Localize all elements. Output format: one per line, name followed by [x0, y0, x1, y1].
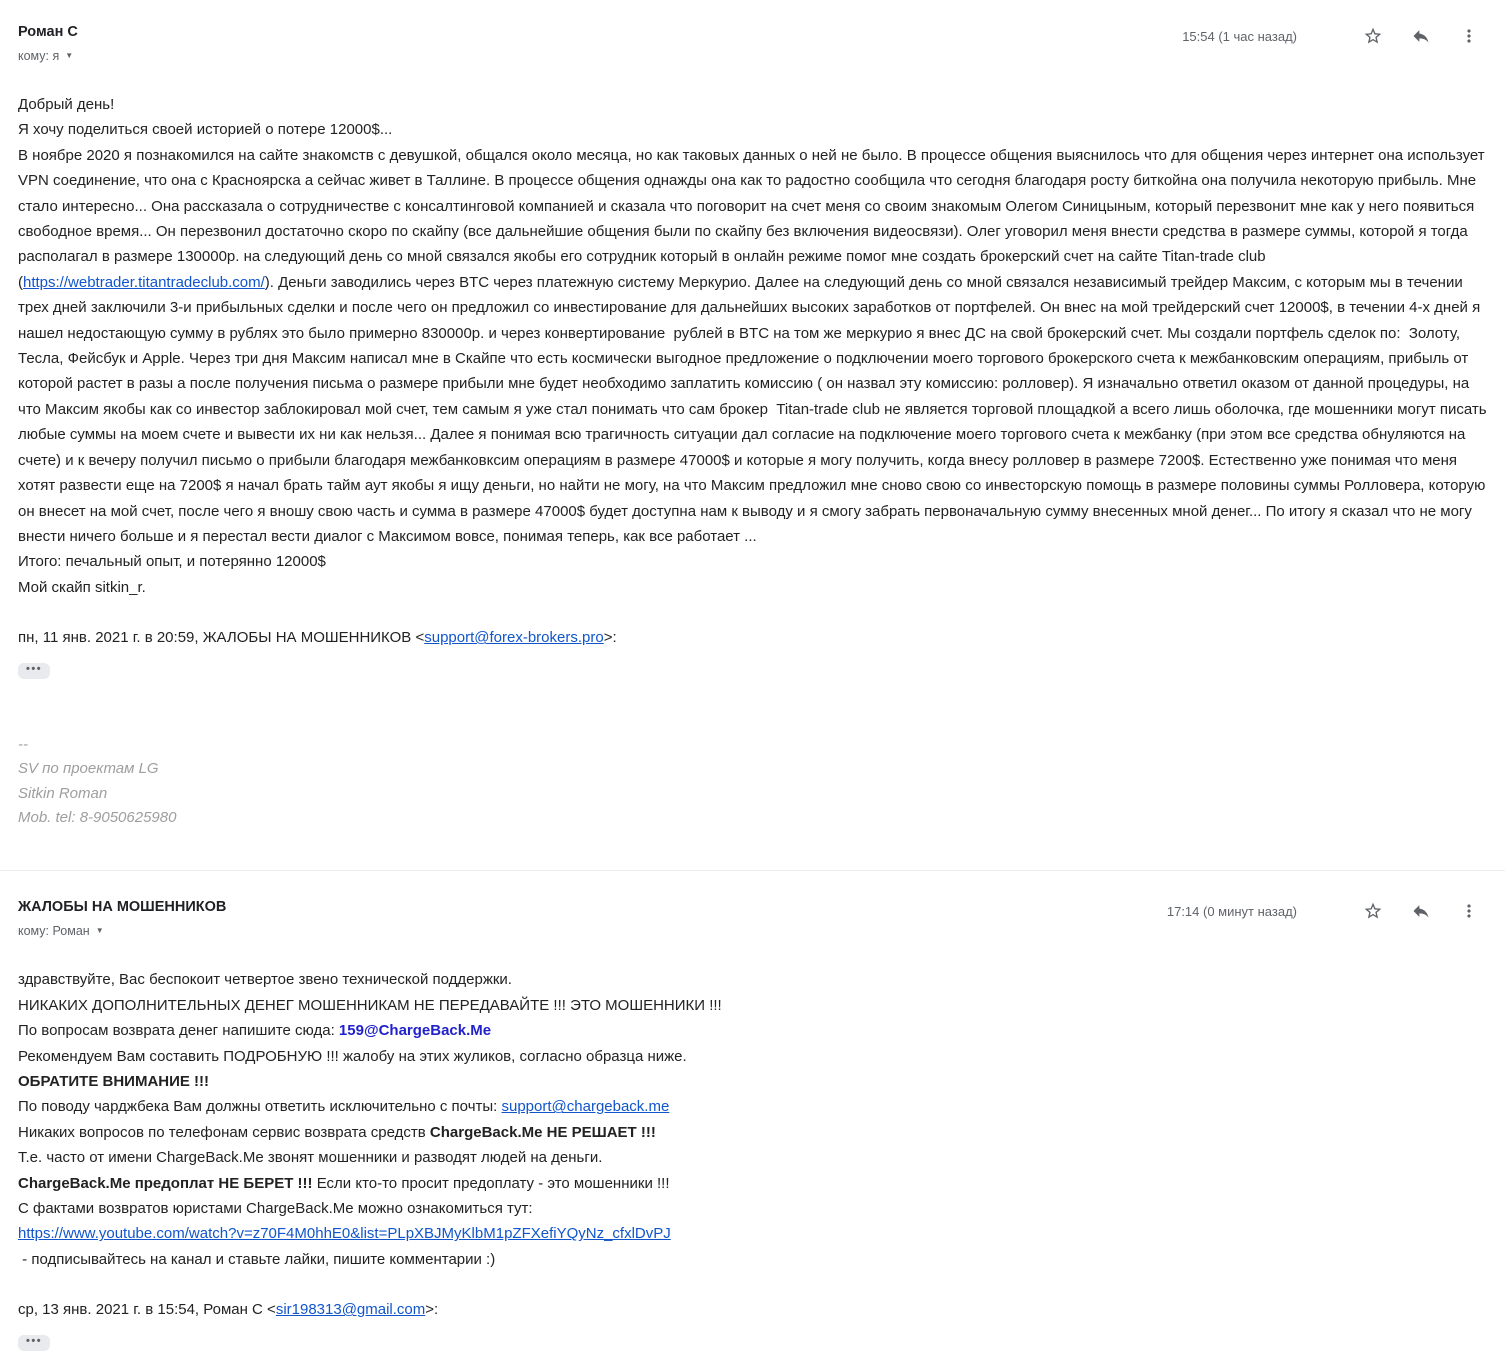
- text-line: [18, 575, 1491, 600]
- reply-icon: [1411, 26, 1431, 46]
- inline-link[interactable]: 159@ChargeBack.Me: [338, 1022, 492, 1040]
- text-line: [18, 117, 1491, 142]
- more-button[interactable]: [1459, 901, 1479, 921]
- sender-block: [18, 899, 226, 938]
- reply-button[interactable]: [1411, 901, 1431, 921]
- inline-link[interactable]: support@chargeback.me: [501, 1098, 670, 1116]
- text-line: [18, 806, 1491, 830]
- text-segment: ChargeBack.Me НЕ РЕШАЕТ !!!: [429, 1123, 656, 1141]
- text-line: [18, 1247, 1491, 1272]
- text-segment: пн, 11 янв. 2021 г. в 20:59, ЖАЛОБЫ НА МОШЕННИКОВ <: [18, 629, 425, 647]
- header-actions: [1182, 26, 1491, 46]
- text-line: [18, 92, 1491, 117]
- text-segment: ОБРАТИТЕ ВНИМАНИЕ !!!: [18, 1072, 210, 1090]
- text-line: [18, 1069, 1491, 1094]
- star-button[interactable]: [1363, 901, 1383, 921]
- text-segment: Если кто-то просит предоплату - это мошенники !!!: [312, 1174, 670, 1192]
- text-segment: Рекомендуем Вам составить ПОДРОБНУЮ !!! жалобу на этих жуликов, согласно образца ниже.: [18, 1047, 687, 1065]
- star-icon: [1363, 901, 1383, 921]
- text-segment: Sitkin Roman: [18, 784, 108, 802]
- inline-link[interactable]: https://www.youtube.com/watch?v=z70F4M0hhE0&list=PLpXBJMyKlbM1pZFXefiYQyNz_cfxlDvPJ: [18, 1225, 671, 1243]
- inline-link[interactable]: support@forex-brokers.pro: [424, 629, 604, 647]
- inline-link[interactable]: sir198313@gmail.com: [275, 1301, 426, 1319]
- text-segment: ). Деньги заводились через BTC через платежную систему Меркурио. Далее на следующий день со мной связался независимый трейдер Максим, с которым мы в течении трех дней заключили 3-и прибыльных сделки и после чего он предложил со инвестирование для дальнейших высоких заработков от портфелей. Он внес на мой трейдерский счет 12000$, в течении 4-х дней я нашел недостающую сумму в рублях это было примерно 830000р. и через конвертирование рублей в BTC на том же меркурио я внес ДС на свой брокерский счет. Мы создали портфель сделок по: Золоту, Тесла, Фейсбук и Apple. Через три дня Максим написал мне в Скайпе что есть космически выгодное предложение о подключении моего торгового брокерского счета к межбанковским операциям, прибыль от которой растет в разы а после получения письма о размере прибыли мне будет необходимо заплатить комиссию ( он назвал эту комиссию: ролловер). Я изначально ответил оказом от данной процедуры, на что Максим якобы как со инвестор заблокировал мой счет, тем самым я уже стал понимать что сам брокер Titan-trade club не является торговой площадкой а всего лишь оболочка, где мошенники могут писать любые суммы на моем счете и вывести их ни как нельзя... Далее я понимая всю трагичность ситуации дал согласие на подключение моего торгового счета к межбанку (при этом все средства обнуляются на счете) и к вечеру получил письмо о прибыли благодаря межбанковксим операциям в размере 47000$ и которые я могу получить, когда внесу ролловер в размере 7200$. Естественно уже понимая что меня хотят развести еще на 7200$ я начал брать тайм аут якобы я ищу деньги, но найти не могу, на что Максим предложил мне сново свою со инвесторскую помощь в размере половины суммы Ролловера, которую он внесет на мой счет, после чего я вношу свою часть и сумма в размере 47000$ будет доступна нам к выводу и я смогу забрать первоначальную сумму внесенных мной денег... По итогу я сказал что не могу внести ничего больше и я перестал вести диалог с Максимом вовсе, понимая теперь, как все работает ...: [18, 273, 1491, 545]
- chevron-down-icon[interactable]: ▼: [65, 51, 74, 60]
- text-line: [18, 993, 1491, 1018]
- text-segment: По вопросам возврата денег напишите сюда:: [18, 1022, 339, 1040]
- sender-block: [18, 24, 78, 63]
- text-line: [18, 1044, 1491, 1069]
- message-body: [18, 92, 1491, 600]
- text-line: [18, 1094, 1491, 1119]
- more-button[interactable]: [1459, 26, 1479, 46]
- text-segment: ChargeBack.Me предоплат НЕ БЕРЕТ !!!: [18, 1174, 313, 1192]
- text-segment: Я хочу поделиться своей историей о потере 12000$...: [18, 121, 393, 139]
- text-line: [18, 733, 1491, 757]
- text-line: [18, 1145, 1491, 1170]
- recipient-label: кому: я: [18, 49, 60, 63]
- text-segment: Mob. tel: 8-9050625980: [18, 809, 177, 827]
- text-line: [18, 1196, 1491, 1221]
- email-message: [0, 871, 1505, 1365]
- reply-icon: [1411, 901, 1431, 921]
- star-button[interactable]: [1363, 26, 1383, 46]
- message-header: [18, 899, 1491, 938]
- sender-name: Роман С: [18, 24, 78, 40]
- text-line: [18, 549, 1491, 574]
- more-vert-icon: [1459, 26, 1479, 46]
- text-segment: Никаких вопросов по телефонам сервис возврата средств: [18, 1123, 430, 1141]
- text-segment: НИКАКИХ ДОПОЛНИТЕЛЬНЫХ ДЕНЕГ МОШЕННИКАМ НЕ ПЕРЕДАВАЙТЕ !!! ЭТО МОШЕННИКИ !!!: [18, 996, 722, 1014]
- text-segment: Итого: печальный опыт, и потерянно 12000$: [18, 553, 326, 571]
- header-actions: [1167, 901, 1491, 921]
- text-segment: - подписывайтесь на канал и ставьте лайки, пишите комментарии :): [18, 1250, 496, 1268]
- text-line: [18, 782, 1491, 806]
- show-trimmed-content-button[interactable]: •••: [18, 1335, 50, 1351]
- text-segment: Т.е. часто от имени ChargeBack.Me звонят мошенники и разводят людей на деньги.: [18, 1149, 603, 1167]
- text-line: [18, 1221, 1491, 1246]
- show-trimmed-content-button[interactable]: •••: [18, 663, 50, 679]
- text-segment: В ноябре 2020 я познакомился на сайте знакомств с девушкой, общался около месяца, но как таковых данных о ней не было. В процессе общения выяснилось что для общения через интернет она использует VPN соединение, что она с Красноярска а сейчас живет в Таллине. В процессе общения однажды она как то радостно сообщила что сегодня благодаря росту биткойна она получила некоторую прибыль. Мне стало интересно... Она рассказала о сотрудничестве с консалтинговой компанией и сказала что поговорит на счет меня со своим знакомым Олегом Синицыным, который перезвонит мне как у него появиться свободное время... Он перезвонил достаточно скоро по скайпу (все дальнейшие общения были по скайпу без включения видеосвязи). Олег уговорил меня внести средства в размере суммы, которой я тогда располагал в размере 130000р. на следующий день со мной связался якобы его сотрудник который в онлайн режиме помог мне создать брокерский счет на сайте Titan-trade club (: [18, 146, 1489, 291]
- text-segment: По поводу чарджбека Вам должны ответить исключительно с почты:: [18, 1098, 502, 1116]
- text-segment: Мой скайп sitkin_r.: [18, 578, 146, 596]
- chevron-down-icon[interactable]: ▼: [95, 926, 104, 936]
- timestamp: 15:54 (1 час назад): [1182, 28, 1297, 44]
- text-segment: Добрый день!: [18, 96, 115, 113]
- star-icon: [1363, 26, 1383, 46]
- text-segment: здравствуйте, Вас беспокоит четвертое звено технической поддержки.: [18, 971, 512, 989]
- quoted-message-header: [18, 1297, 1491, 1322]
- text-segment: SV по проектам LG: [18, 760, 159, 778]
- message-header: [18, 24, 1491, 63]
- inline-link[interactable]: https://webtrader.titantradeclub.com/: [23, 273, 265, 291]
- sender-name: ЖАЛОБЫ НА МОШЕННИКОВ: [18, 899, 227, 916]
- text-line: [18, 967, 1491, 992]
- reply-button[interactable]: [1411, 26, 1431, 46]
- email-signature: [18, 733, 1491, 830]
- text-line: [18, 143, 1491, 550]
- text-line: [18, 757, 1491, 781]
- message-body: [18, 967, 1491, 1272]
- text-segment: --: [18, 736, 28, 754]
- text-line: [18, 1171, 1491, 1196]
- timestamp: 17:14 (0 минут назад): [1166, 903, 1297, 919]
- more-vert-icon: [1459, 901, 1479, 921]
- text-segment: С фактами возвратов юристами ChargeBack.Me можно ознакомиться тут:: [18, 1199, 533, 1217]
- quoted-message-header: [18, 625, 1491, 650]
- recipient-label: кому: Роман: [18, 924, 90, 939]
- text-line: [18, 1120, 1491, 1145]
- text-segment: ср, 13 янв. 2021 г. в 15:54, Роман С <: [18, 1301, 276, 1319]
- text-segment: >:: [603, 629, 617, 647]
- text-segment: >:: [425, 1301, 439, 1319]
- text-line: [18, 1018, 1491, 1043]
